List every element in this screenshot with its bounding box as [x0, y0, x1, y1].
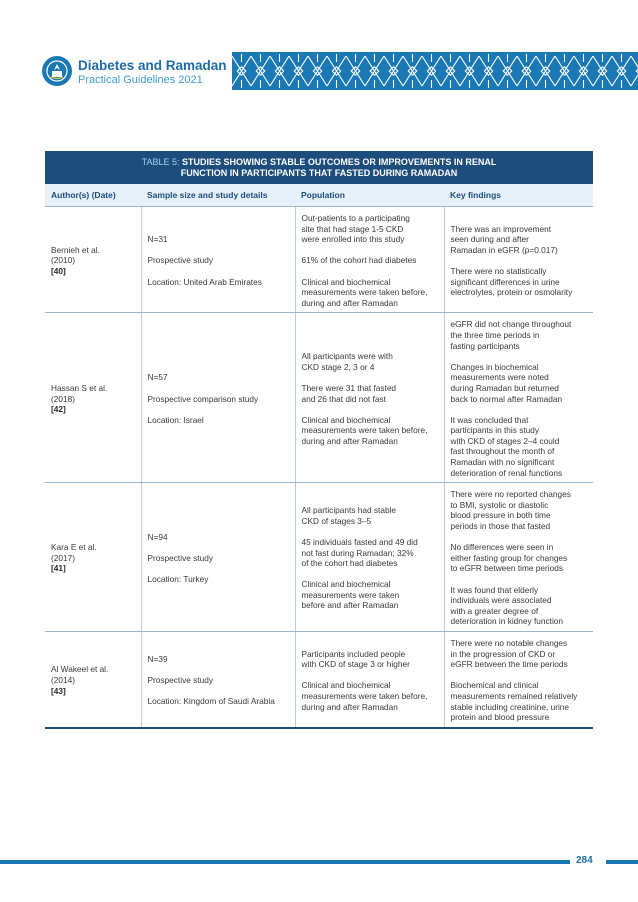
- findings-cell: [444, 483, 593, 632]
- paragraph-gap: [302, 670, 440, 681]
- cell-text-line: back to normal after Ramadan: [450, 393, 563, 404]
- sample-cell: [141, 313, 295, 483]
- cell-text-line: significant differences in urine: [450, 276, 560, 287]
- cell-text-line: fast throughout the month of: [450, 446, 555, 457]
- cell-text-line: not fast during Ramadan; 32%: [301, 547, 414, 558]
- table-row: [45, 631, 593, 727]
- cell-text-line: site that had stage 1-5 CKD: [301, 223, 404, 234]
- paragraph-gap: [302, 569, 440, 580]
- cell-text-line: Clinical and biochemical: [301, 414, 391, 425]
- cell-text-line: seen during and after: [450, 234, 529, 245]
- cell-text-line: during and after Ramadan: [301, 701, 398, 712]
- paragraph-gap: [302, 266, 440, 277]
- cell-text-line: There was an improvement: [450, 223, 552, 234]
- cell-text-line: Prospective comparison study: [147, 393, 259, 404]
- cell-text-line: deterioration in kidney function: [450, 616, 564, 627]
- cell-text-line: Location: Kingdom of Saudi Arabia: [147, 696, 275, 707]
- cell-text-line: All participants had stable: [301, 505, 397, 516]
- population-cell: [295, 207, 444, 313]
- cell-text-line: measurements were taken: [301, 589, 400, 600]
- footer-bar-end: [606, 860, 638, 864]
- paragraph-gap: [302, 245, 440, 256]
- paragraph-gap: [148, 664, 291, 675]
- cell-text-line: measurements were taken before,: [301, 690, 428, 701]
- cell-text-line: Prospective study: [147, 255, 213, 266]
- cell-text-line: Location: United Arab Emirates: [147, 276, 262, 287]
- population-cell: [295, 313, 444, 483]
- cell-text-line: N=57: [147, 372, 168, 383]
- study-year: (2017): [51, 552, 75, 563]
- cell-text-line: There were no statistically: [450, 265, 547, 276]
- cell-text-line: N=31: [147, 234, 168, 245]
- cell-text-line: with CKD of stage 3 or higher: [301, 659, 410, 670]
- cell-text-line: Location: Israel: [147, 414, 204, 425]
- diabetes-ramadan-logo: [42, 56, 72, 86]
- cell-text-line: participants in this study: [450, 425, 540, 436]
- caption-prefix: TABLE 5:: [141, 157, 180, 167]
- cell-text-line: Out-patients to a participating: [301, 213, 410, 223]
- author-name: Kara E et al.: [51, 542, 97, 553]
- cell-text-line: measurements were noted: [450, 372, 549, 383]
- reference-number: [41]: [51, 563, 66, 574]
- paragraph-gap: [148, 686, 291, 697]
- population-cell: [295, 631, 444, 727]
- author-name: Bernieh et al.: [51, 244, 100, 255]
- cell-text-line: measurements were taken before,: [301, 425, 428, 436]
- cell-text-line: during and after Ramadan: [301, 297, 398, 308]
- cell-text-line: fasting participants: [450, 340, 520, 351]
- cell-text-line: CKD of stages 3–5: [301, 515, 372, 526]
- paragraph-gap: [148, 404, 291, 415]
- cell-text-line: There were no reported changes: [450, 489, 571, 500]
- cell-text-line: It was found that elderly: [450, 584, 539, 595]
- paragraph-gap: [302, 372, 440, 383]
- cell-text-line: Biochemical and clinical: [450, 680, 539, 691]
- author-cell: [45, 207, 141, 313]
- cell-text-line: before and after Ramadan: [301, 600, 399, 611]
- table-row: [45, 313, 593, 483]
- cell-text-line: the three time periods in: [450, 329, 540, 340]
- header-geometric-pattern: [232, 52, 638, 90]
- sample-cell: [141, 483, 295, 632]
- reference-number: [42]: [51, 404, 66, 415]
- sample-cell: [141, 631, 295, 727]
- cell-text-line: Clinical and biochemical: [301, 680, 391, 691]
- paragraph-gap: [451, 404, 590, 415]
- cell-text-line: Participants included people: [301, 648, 406, 659]
- cell-text-line: N=39: [147, 653, 168, 664]
- cell-text-line: Prospective study: [147, 552, 213, 563]
- page-number: 284: [576, 855, 593, 866]
- cell-text-line: to eGFR between time periods: [450, 563, 564, 574]
- author-name: Hassan S et al.: [51, 382, 108, 393]
- reference-number: [43]: [51, 685, 66, 696]
- cell-text-line: 45 individuals fasted and 49 did: [301, 536, 418, 547]
- author-cell: [45, 313, 141, 483]
- data-table: [45, 184, 593, 729]
- cell-text-line: stable including creatinine, urine: [450, 701, 570, 712]
- col-header-findings: Key findings: [444, 184, 593, 207]
- paragraph-gap: [302, 404, 440, 415]
- cell-text-line: eGFR between the time periods: [450, 659, 568, 670]
- paragraph-gap: [451, 532, 590, 543]
- cell-text-line: with a greater degree of: [450, 605, 539, 616]
- paragraph-gap: [148, 563, 291, 574]
- cell-text-line: eGFR did not change throughout: [450, 319, 572, 330]
- author-cell: [45, 631, 141, 727]
- column-header-row: [45, 184, 593, 207]
- cell-text-line: measurements remained relatively: [450, 690, 578, 701]
- cell-text-line: periods in those that fasted: [450, 521, 551, 532]
- col-header-population: Population: [295, 184, 444, 207]
- cell-text-line: Changes in biochemical: [450, 361, 539, 372]
- author-cell: [45, 483, 141, 632]
- paragraph-gap: [148, 266, 291, 277]
- paragraph-gap: [451, 255, 590, 266]
- col-header-sample: Sample size and study details: [141, 184, 295, 207]
- cell-text-line: Ramadan with no significant: [450, 457, 555, 468]
- cell-text-line: No differences were seen in: [450, 542, 554, 553]
- cell-text-line: measurements were taken before,: [301, 287, 428, 298]
- table-row: [45, 207, 593, 313]
- cell-text-line: N=94: [147, 531, 168, 542]
- cell-text-line: blood pressure in both time: [450, 510, 551, 521]
- cell-text-line: Clinical and biochemical: [301, 276, 391, 287]
- cell-text-line: during Ramadan but returned: [450, 382, 559, 393]
- cell-text-line: Ramadan in eGFR (p=0.017): [450, 244, 558, 255]
- author-name: Al Wakeel et al.: [51, 664, 109, 675]
- population-cell: [295, 483, 444, 632]
- study-year: (2010): [51, 255, 75, 266]
- table-caption: [45, 151, 593, 184]
- col-header-author: Author(s) (Date): [45, 184, 141, 207]
- cell-text-line: with CKD of stages 2–4 could: [450, 435, 560, 446]
- sample-cell: [141, 207, 295, 313]
- paragraph-gap: [451, 351, 590, 362]
- cell-text-line: protein and blood pressure: [450, 712, 550, 723]
- paragraph-gap: [148, 542, 291, 553]
- cell-text-line: either fasting group for changes: [450, 552, 568, 563]
- findings-cell: [444, 313, 593, 483]
- cell-text-line: There were no notable changes: [450, 637, 568, 648]
- study-year: (2018): [51, 393, 75, 404]
- cell-text-line: during and after Ramadan: [301, 435, 398, 446]
- paragraph-gap: [148, 245, 291, 256]
- cell-text-line: were enrolled into this study: [301, 234, 405, 245]
- findings-cell: [444, 207, 593, 313]
- studies-table: [45, 151, 593, 729]
- cell-text-line: Clinical and biochemical: [301, 579, 391, 590]
- cell-text-line: and 26 that did not fast: [301, 393, 386, 404]
- paragraph-gap: [451, 574, 590, 585]
- table-row: [45, 483, 593, 632]
- paragraph-gap: [451, 670, 590, 681]
- reference-number: [40]: [51, 265, 66, 276]
- brand-title: Diabetes and Ramadan: [78, 58, 227, 73]
- paragraph-gap: [302, 526, 440, 537]
- cell-text-line: 61% of the cohort had diabetes: [301, 255, 417, 266]
- study-year: (2014): [51, 675, 75, 686]
- cell-text-line: There were 31 that fasted: [301, 382, 397, 393]
- findings-cell: [444, 631, 593, 727]
- cell-text-line: deterioration of renal functions: [450, 467, 563, 478]
- cell-text-line: individuals were associated: [450, 595, 552, 606]
- caption-title-line1: STUDIES SHOWING STABLE OUTCOMES OR IMPROVEMENTS IN RENAL: [182, 157, 497, 167]
- page-header: [0, 52, 638, 92]
- cell-text-line: of the cohort had diabetes: [301, 558, 398, 569]
- caption-title-line2: FUNCTION IN PARTICIPANTS THAT FASTED DURING RAMADAN: [180, 168, 458, 178]
- cell-text-line: Prospective study: [147, 675, 213, 686]
- cell-text-line: to BMI, systolic or diastolic: [450, 499, 549, 510]
- brand-subtitle: Practical Guidelines 2021: [78, 74, 203, 86]
- footer-bar: [0, 860, 570, 864]
- cell-text-line: Location: Turkey: [147, 574, 209, 584]
- cell-text-line: CKD stage 2, 3 or 4: [301, 361, 375, 372]
- cell-text-line: electrolytes, protein or osmolarity: [450, 287, 573, 298]
- paragraph-gap: [148, 383, 291, 394]
- cell-text-line: All participants were with: [301, 351, 393, 362]
- cell-text-line: in the progression of CKD or: [450, 648, 556, 659]
- cell-text-line: It was concluded that: [450, 414, 529, 425]
